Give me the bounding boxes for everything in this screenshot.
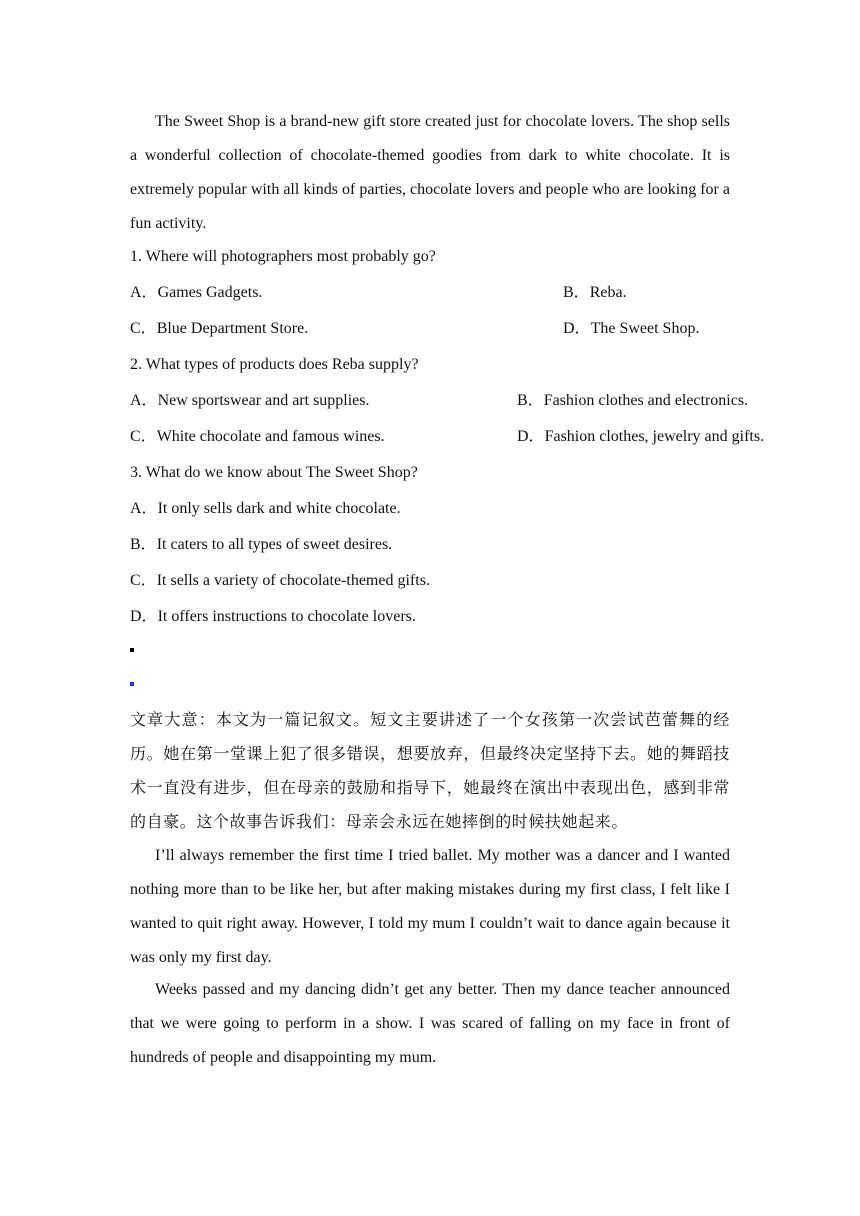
- option-letter: D．: [130, 608, 158, 625]
- question-1-option-b: [563, 283, 627, 303]
- question-3-stem: 3. What do we know about The Sweet Shop?: [130, 464, 418, 481]
- option-text: It caters to all types of sweet desires.: [156, 536, 393, 553]
- black-square-marker: [130, 648, 134, 652]
- question-1-option-a: [130, 283, 262, 303]
- option-letter: D．: [563, 320, 591, 337]
- passage-paragraph: The Sweet Shop is a brand-new gift store created just for chocolate lovers. The shop sells a wonderful collection of chocolate-themed goodies from dark to white chocolate. It is extremely popular with all kinds of parties, chocolate lovers and people who are looking for a fun activity.: [130, 113, 730, 232]
- question-2-option-b: [517, 391, 748, 411]
- option-text: Reba.: [589, 284, 627, 301]
- option-letter: A．: [130, 392, 158, 409]
- option-text: Fashion clothes and electronics.: [543, 392, 749, 409]
- option-text: Blue Department Store.: [156, 320, 309, 337]
- option-letter: B．: [563, 284, 590, 301]
- blue-square-marker: [130, 682, 134, 686]
- question-2-stem: 2. What types of products does Reba supply?: [130, 356, 419, 373]
- question-1-stem: 1. Where will photographers most probably go?: [130, 248, 436, 265]
- option-letter: B．: [517, 392, 544, 409]
- option-letter: A．: [130, 500, 158, 517]
- option-text: New sportswear and art supplies.: [157, 392, 370, 409]
- question-3-option-c: [130, 571, 430, 591]
- option-letter: D．: [517, 428, 545, 445]
- question-2-option-c: [130, 427, 385, 447]
- option-text: It offers instructions to chocolate lovers.: [157, 608, 416, 625]
- option-text: It only sells dark and white chocolate.: [157, 500, 401, 517]
- summary-paragraph: 文章大意：本文为一篇记叙文。短文主要讲述了一个女孩第一次尝试芭蕾舞的经历。她在第一堂课上犯了很多错误，想要放弃，但最终决定坚持下去。她的舞蹈技术一直没有进步，但在母亲的鼓励和指导下，她最终在演出中表现出色，感到非常的自豪。这个故事告诉我们：母亲会永远在她摔倒的时候扶她起来。: [130, 710, 730, 831]
- option-letter: C．: [130, 428, 157, 445]
- question-3-option-b: [130, 535, 392, 555]
- question-1-option-d: [563, 319, 699, 339]
- question-3-option-d: [130, 607, 416, 627]
- question-3-option-a: [130, 499, 401, 519]
- option-text: It sells a variety of chocolate-themed gifts.: [156, 572, 430, 589]
- story-paragraph-1: I’ll always remember the first time I tried ballet. My mother was a dancer and I wanted nothing more than to be like her, but after making mistakes during my first class, I felt like I wanted to quit right away. However, I told my mum I couldn’t wait to dance again because it was only my first day.: [130, 847, 730, 966]
- question-1-option-c: [130, 319, 308, 339]
- option-text: Games Gadgets.: [157, 284, 263, 301]
- option-text: White chocolate and famous wines.: [156, 428, 385, 445]
- option-text: Fashion clothes, jewelry and gifts.: [544, 428, 765, 445]
- question-2-option-d: [517, 427, 764, 447]
- option-letter: C．: [130, 572, 157, 589]
- option-text: The Sweet Shop.: [590, 320, 700, 337]
- option-letter: A．: [130, 284, 158, 301]
- story-paragraph-2: Weeks passed and my dancing didn’t get any better. Then my dance teacher announced that we were going to perform in a show. I was scared of falling on my face in front of hundreds of people and disappointing my mum.: [130, 981, 730, 1066]
- option-letter: C．: [130, 320, 157, 337]
- option-letter: B．: [130, 536, 157, 553]
- question-2-option-a: [130, 391, 370, 411]
